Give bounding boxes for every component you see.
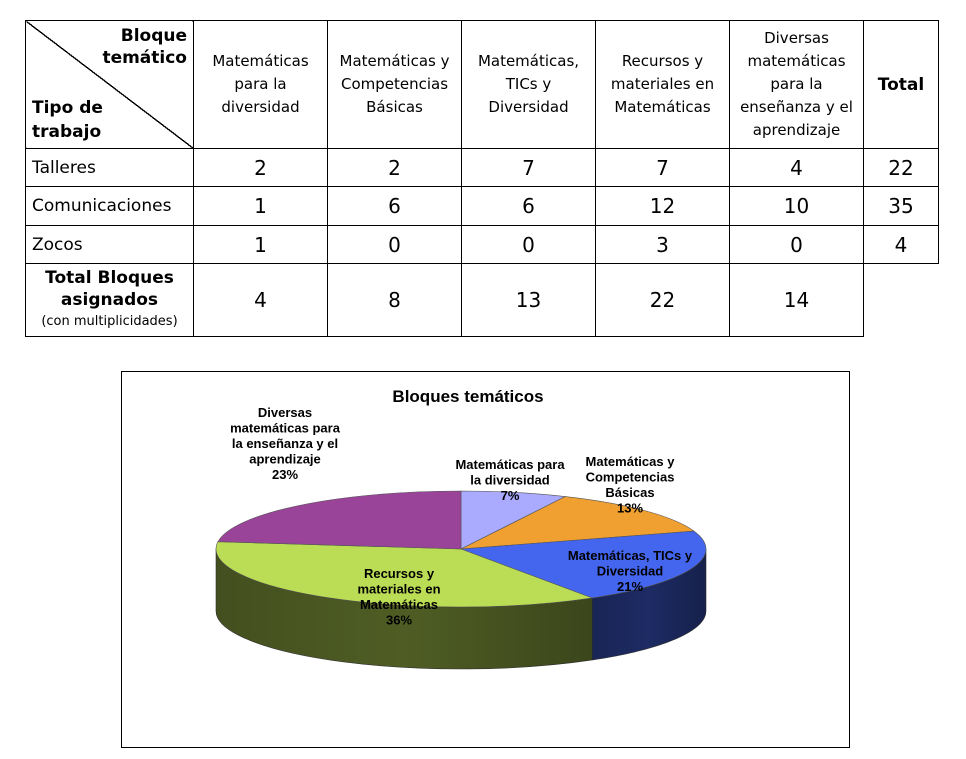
pie-slice-label-line: Diversas [257, 405, 313, 420]
column-header [596, 21, 730, 149]
pie-slice-percent: 13% [616, 500, 644, 516]
table-cell: 7 [462, 149, 596, 187]
table-total-row [26, 264, 939, 337]
header-line: Competencias [340, 75, 449, 93]
pie-slice [218, 491, 461, 549]
header-line: enseñanza y el [740, 98, 853, 116]
empty-cell [864, 264, 939, 337]
pie-slice-percent: 21% [616, 579, 644, 594]
pie-slice-label-line: Matemáticas para [455, 457, 565, 472]
pie-slice-percent: 7% [500, 488, 520, 503]
row-total: 35 [864, 187, 939, 226]
total-cell: 8 [328, 264, 462, 337]
header-line: aprendizaje [752, 121, 841, 139]
header-line: Diversidad [488, 98, 569, 116]
header-line: Matemáticas, [477, 52, 580, 70]
pie-chart-frame [121, 371, 850, 748]
table-cell: 1 [194, 226, 328, 264]
corner-top-line: Bloque [120, 26, 187, 46]
corner-bottom-line: trabajo [32, 122, 102, 142]
column-header [328, 21, 462, 149]
pie-slice-label-line: Matemáticas y [585, 454, 675, 469]
total-row-sublabel: (con multiplicidades) [41, 314, 178, 329]
data-table [25, 20, 939, 337]
header-line: materiales en [610, 75, 715, 93]
header-line: para la [770, 75, 823, 93]
chart-title: Bloques temáticos [392, 387, 544, 406]
row-total: 22 [864, 149, 939, 187]
pie-slice-percent: 23% [271, 467, 299, 482]
table-cell: 6 [328, 187, 462, 226]
column-header [462, 21, 596, 149]
table-cell: 1 [194, 187, 328, 226]
total-row-label-line: asignados [60, 290, 159, 310]
pie-slice-label-line: la diversidad [470, 472, 550, 488]
total-row-label-line: Total Bloques [45, 268, 174, 288]
total-row-label [26, 264, 194, 337]
pie-slice-label-line: la enseñanza y el [231, 436, 339, 451]
table-cell: 3 [596, 226, 730, 264]
column-header [194, 21, 328, 149]
table-row [26, 149, 939, 187]
corner-top-line: temático [102, 48, 187, 68]
table-row [26, 187, 939, 226]
total-cell: 14 [730, 264, 864, 337]
total-cell: 22 [596, 264, 730, 337]
header-line: Matemáticas y [339, 52, 450, 70]
table-cell: 12 [596, 187, 730, 226]
table-row [26, 226, 939, 264]
pie-slice-label [230, 405, 341, 482]
pie-slice-label-line: Recursos y [363, 566, 435, 581]
row-label: Comunicaciones [26, 187, 194, 226]
row-label: Zocos [26, 226, 194, 264]
header-line: diversidad [221, 98, 300, 116]
table-cell: 2 [194, 149, 328, 187]
table-corner-cell [26, 21, 194, 149]
column-header [730, 21, 864, 149]
total-column-header: Total [864, 21, 939, 149]
pie-slice-label-line: matemáticas para [230, 420, 340, 436]
table-cell: 7 [596, 149, 730, 187]
header-line: matemáticas [747, 52, 846, 70]
corner-bottom-label [32, 96, 103, 144]
row-total: 4 [864, 226, 939, 264]
pie-chart [122, 372, 849, 747]
pie-slice-label-line: Competencias [585, 469, 675, 485]
total-cell: 4 [194, 264, 328, 337]
header-line: para la [234, 75, 287, 93]
corner-top-label [102, 25, 187, 69]
header-line: Matemáticas [614, 98, 711, 116]
header-line: Matemáticas [212, 52, 309, 70]
table-cell: 0 [730, 226, 864, 264]
header-line: Recursos y [621, 52, 704, 70]
pie-slice-label-line: aprendizaje [249, 451, 321, 467]
total-cell: 13 [462, 264, 596, 337]
pie-slice-label-line: Matemáticas, TICs y [567, 548, 693, 563]
table-cell: 0 [462, 226, 596, 264]
row-label: Talleres [26, 149, 194, 187]
header-line: Diversas [764, 29, 829, 47]
pie-slice-percent: 36% [385, 612, 413, 628]
header-line: TICs y [505, 75, 552, 93]
table-cell: 10 [730, 187, 864, 226]
pie-slice-label-line: Diversidad [596, 563, 664, 579]
header-line: Básicas [366, 98, 423, 116]
pie-slice-label-line: materiales en [357, 581, 441, 597]
pie-slice-label-line: Básicas [605, 485, 655, 500]
corner-bottom-line: Tipo de [32, 98, 103, 118]
table-cell: 6 [462, 187, 596, 226]
table-cell: 0 [328, 226, 462, 264]
table-cell: 4 [730, 149, 864, 187]
pie-slice-label-line: Matemáticas [359, 597, 439, 612]
table-cell: 2 [328, 149, 462, 187]
